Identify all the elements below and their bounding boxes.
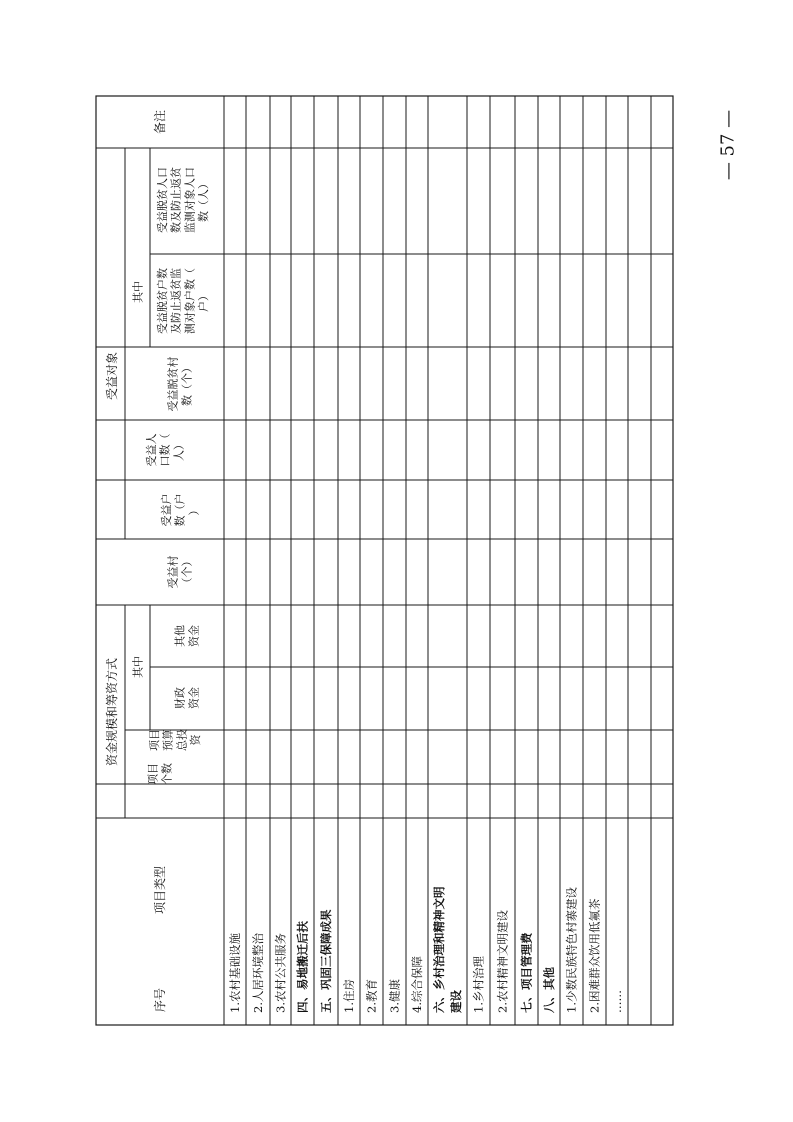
header-beneficiary-population: 受益人 <box>144 433 158 467</box>
header-other-funds: 其他 <box>173 625 187 647</box>
header-poverty-population: 受益脱贫人口 <box>155 167 169 233</box>
page-number: — 57 — <box>717 109 739 181</box>
header-beneficiary-population: 人） <box>172 439 186 461</box>
header-poverty-villages: 受益脱贫村 <box>166 356 180 412</box>
header-project-count: 项目 <box>146 763 160 785</box>
header-fiscal-funds: 资金 <box>187 687 201 709</box>
row-label: 六、乡村治理和精神文明 <box>432 886 446 1013</box>
row-label: 2.困难群众饮用低氟茶 <box>587 898 602 1013</box>
header-of-which-poverty: 其中 <box>131 281 145 303</box>
header-of-which-funding: 其中 <box>131 656 145 678</box>
row-label: 1.住房 <box>342 979 356 1013</box>
row-label: 3.农村公共服务 <box>273 933 288 1013</box>
page-number-wrap <box>690 80 770 120</box>
header-beneficiary-population: 口数（ <box>158 433 172 467</box>
header-seq: 序号 <box>153 987 167 1013</box>
row-label: 4.综合保障 <box>410 956 424 1013</box>
header-total-budget: 预算 <box>161 729 175 751</box>
row-label: …… <box>610 990 624 1013</box>
header-beneficiary-households: 数（户 <box>173 493 187 527</box>
row-label: 3.健康 <box>387 979 402 1013</box>
header-poverty-households: 受益脱贫户数 <box>155 268 169 334</box>
row-label: 四、易地搬迁后扶 <box>295 921 310 1013</box>
header-total-budget: 总投 <box>175 729 189 751</box>
row-label: 1.农村基础设施 <box>228 933 242 1013</box>
row-label: 1.乡村治理 <box>471 956 486 1013</box>
header-other-funds: 资金 <box>187 625 201 647</box>
header-poverty-households: 户） <box>197 290 211 312</box>
row-label: 八、其他 <box>542 967 556 1013</box>
header-poverty-population: 监测对象人口 <box>183 167 197 233</box>
header-poverty-population: 数（人） <box>197 178 211 222</box>
table-labels <box>104 110 739 1013</box>
header-total-budget: 项目 <box>147 729 161 751</box>
row-label: 1.少数民族特色村寨建设 <box>564 887 579 1013</box>
header-beneficiary-villages: 受益村 <box>166 555 180 589</box>
row-label: 2.农村精神文明建设 <box>495 910 510 1013</box>
header-funding-group: 资金规模和筹资方式 <box>105 657 119 767</box>
row-label: 2.人居环境整治 <box>251 933 265 1013</box>
row-label: 五、巩固三保障成果 <box>319 909 333 1013</box>
header-remarks: 备注 <box>153 109 167 135</box>
row-label: 建设 <box>449 990 463 1013</box>
header-project-type: 项目类型 <box>153 865 167 915</box>
header-poverty-population: 数及防止返贫 <box>169 167 183 233</box>
header-beneficiary-households: 受益户 <box>159 493 173 527</box>
header-beneficiary-households: ） <box>187 504 201 516</box>
header-beneficiaries-group: 受益对象 <box>105 351 119 401</box>
row-label: 2.教育 <box>364 979 379 1013</box>
header-fiscal-funds: 财政 <box>173 687 187 709</box>
header-poverty-villages: 数（个） <box>180 362 194 406</box>
header-beneficiary-villages: （个） <box>180 555 194 589</box>
header-project-count: 个数 <box>160 763 174 785</box>
header-poverty-households: 及防止返贫监 <box>169 268 183 334</box>
header-poverty-households: 测对象户数（ <box>183 268 197 334</box>
row-label: 七、项目管理费 <box>519 932 534 1013</box>
header-total-budget: 资 <box>189 734 203 746</box>
